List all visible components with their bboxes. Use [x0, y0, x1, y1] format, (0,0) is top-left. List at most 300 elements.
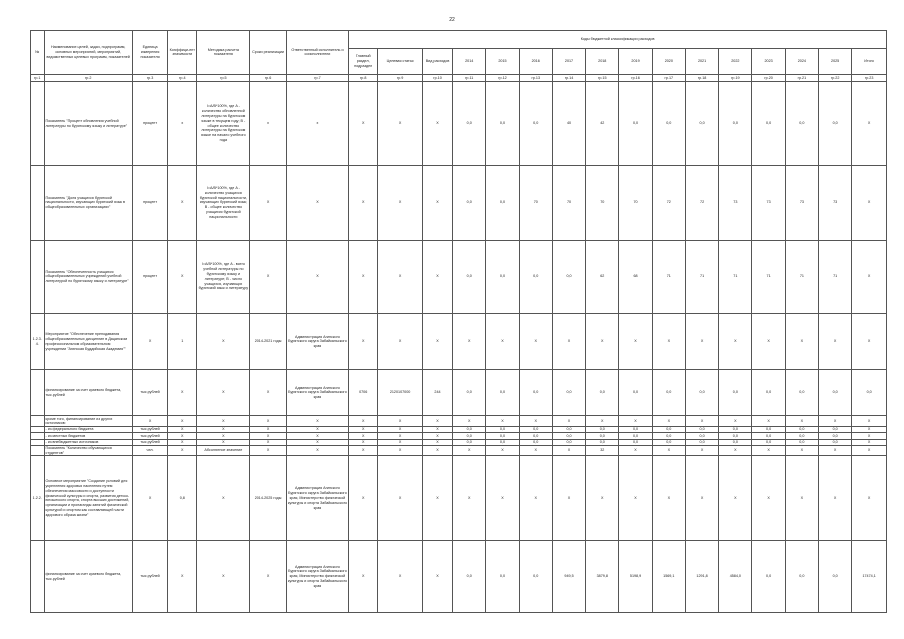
column-number: гр.14 — [552, 74, 585, 81]
table-cell: Х — [132, 416, 167, 427]
table-cell: Х — [378, 456, 423, 541]
table-cell: Х — [422, 240, 452, 314]
table-cell — [31, 416, 45, 427]
table-cell: 0,0 — [453, 370, 486, 416]
table-cell: 0,0 — [486, 427, 519, 433]
table-cell: Х — [349, 240, 378, 314]
table-cell: Х — [519, 456, 552, 541]
table-cell — [31, 370, 45, 416]
table-cell: кроме того, финансирование из других источников: — [44, 416, 132, 427]
table-cell: Х — [819, 314, 852, 370]
table-cell: 72 — [685, 165, 718, 240]
table-row — [31, 240, 887, 314]
table-cell: Х — [519, 314, 552, 370]
table-cell: Х — [486, 445, 519, 456]
column-number: гр.12 — [486, 74, 519, 81]
table-cell: 0,0 — [519, 541, 552, 613]
table-cell: Х — [752, 314, 785, 370]
table-cell: 0,0 — [519, 240, 552, 314]
column-number: гр.10 — [422, 74, 452, 81]
table-cell: 0,0 — [586, 370, 619, 416]
header-year: 2015 — [486, 49, 519, 75]
table-cell: тыс.рублей — [132, 433, 167, 439]
table-cell: 71 — [819, 240, 852, 314]
table-cell: 71 — [719, 240, 752, 314]
table-cell: 68 — [619, 240, 652, 314]
table-cell: Х — [852, 433, 887, 439]
table-cell: 3879,8 — [586, 541, 619, 613]
header-section: Главный раздел, подраздел — [349, 49, 378, 75]
table-cell — [31, 165, 45, 240]
table-cell: Х — [132, 314, 167, 370]
table-cell: Х — [250, 541, 286, 613]
table-cell: 0,0 — [486, 82, 519, 166]
table-cell: 0,0 — [719, 439, 752, 445]
table-cell: 73 — [752, 165, 785, 240]
table-cell: 0,0 — [486, 240, 519, 314]
table-cell: 0,0 — [519, 433, 552, 439]
table-cell: 0,0 — [652, 82, 685, 166]
header-name: Наименование целей, задач, подпрограмм, основных мероприятий, мероприятий, ведомственных целевых программ, показателей — [44, 31, 132, 75]
column-number: гр.8 — [349, 74, 378, 81]
table-cell: Х — [785, 456, 818, 541]
table-cell: чел. — [132, 445, 167, 456]
table-cell: тыс.рублей — [132, 370, 167, 416]
table-cell: Х — [197, 427, 250, 433]
table-cell: Х — [286, 439, 348, 445]
table-cell: 0,0 — [685, 433, 718, 439]
table-cell: Х — [197, 456, 250, 541]
table-cell: Х — [752, 456, 785, 541]
table-cell: Х — [250, 240, 286, 314]
table-cell: Х — [422, 165, 452, 240]
table-cell: Х — [852, 427, 887, 433]
table-cell: 0,0 — [819, 370, 852, 416]
table-cell: 0,0 — [819, 541, 852, 613]
table-cell: 73 — [785, 165, 818, 240]
table-cell: Х — [168, 240, 197, 314]
table-cell: 0,0 — [619, 82, 652, 166]
table-cell: Х — [378, 433, 423, 439]
table-row — [31, 445, 887, 456]
column-number: гр.3 — [132, 74, 167, 81]
table-cell: 0,0 — [785, 439, 818, 445]
table-cell: Х — [619, 416, 652, 427]
table-cell: Х — [752, 445, 785, 456]
table-cell: 949,5 — [552, 541, 585, 613]
table-cell: Х — [349, 439, 378, 445]
table-cell: Х — [378, 82, 423, 166]
table-cell: 0,0 — [519, 427, 552, 433]
table-cell: 2014-2021 годы — [250, 314, 286, 370]
table-cell: 0,0 — [685, 439, 718, 445]
table-cell: 0,0 — [453, 541, 486, 613]
table-cell: 0,0 — [552, 439, 585, 445]
table-cell: Х — [852, 445, 887, 456]
table-cell: Х — [552, 456, 585, 541]
table-cell: Х — [349, 433, 378, 439]
table-cell: I=A/B*100%, где A - количество учащихся бурятской национальности, изучающих бурятский язык; B - общее количество учащихся бурятской национальности — [197, 165, 250, 240]
column-number: гр.19 — [719, 74, 752, 81]
table-cell: Администрация Агинского Бурятского округа Забайкальского края, Министерство физической культуры и спорта Забайкальского края — [286, 456, 348, 541]
table-cell: 70 — [619, 165, 652, 240]
table-cell: Абсолютное значение — [197, 445, 250, 456]
table-cell: финансирование за счет краевого бюджета, тыс.рублей — [44, 370, 132, 416]
header-responsible: Ответственный исполнитель и соисполнители — [286, 31, 348, 75]
table-cell: 0,0 — [619, 370, 652, 416]
table-cell: 0,0 — [819, 427, 852, 433]
table-cell: процент — [132, 165, 167, 240]
table-cell: Х — [785, 416, 818, 427]
header-year: 2020 — [652, 49, 685, 75]
table-cell: Х — [453, 416, 486, 427]
table-cell: Х — [719, 314, 752, 370]
table-cell: 0,0 — [719, 433, 752, 439]
table-cell — [31, 541, 45, 613]
table-cell: Х — [422, 82, 452, 166]
table-cell: Х — [378, 541, 423, 613]
table-cell: Х — [197, 370, 250, 416]
table-cell: Х — [552, 445, 585, 456]
table-cell: Администрация Агинского Бурятского округа Забайкальского края — [286, 370, 348, 416]
table-cell: 1569,1 — [652, 541, 685, 613]
table-cell: Х — [378, 416, 423, 427]
table-cell: Х — [719, 456, 752, 541]
table-cell: 0,0 — [752, 82, 785, 166]
table-cell: 5198,9 — [619, 541, 652, 613]
header-year: 2018 — [586, 49, 619, 75]
table-row — [31, 541, 887, 613]
table-cell: Х — [819, 456, 852, 541]
table-cell: Х — [852, 314, 887, 370]
table-cell: 0,0 — [719, 370, 752, 416]
table-cell: I=A/B*100%, где A - всего учебной литературы по бурятскому языку и литературе; B - число учащихся, изучающих бурятский язык и литературу — [197, 240, 250, 314]
header-year: 2025 — [819, 49, 852, 75]
table-cell: Х — [349, 416, 378, 427]
table-cell: Х — [422, 427, 452, 433]
table-cell: 0,0 — [752, 370, 785, 416]
table-cell: 0,0 — [652, 427, 685, 433]
table-cell: 0,0 — [785, 541, 818, 613]
table-cell: 0,0 — [586, 433, 619, 439]
table-row — [31, 165, 887, 240]
table-cell: Х — [378, 439, 423, 445]
table-row — [31, 456, 887, 541]
table-row — [31, 314, 887, 370]
table-cell: Х — [197, 314, 250, 370]
header-total: Итого — [852, 49, 887, 75]
table-cell: Х — [453, 445, 486, 456]
table-cell: 0,0 — [552, 240, 585, 314]
table-cell: Х — [349, 541, 378, 613]
table-cell: Х — [852, 82, 887, 166]
table-cell: Х — [286, 416, 348, 427]
table-cell: Х — [349, 456, 378, 541]
table-cell: Х — [250, 370, 286, 416]
table-cell: Х — [619, 314, 652, 370]
table-cell: Х — [752, 416, 785, 427]
table-cell: Х — [168, 370, 197, 416]
table-cell: Х — [286, 165, 348, 240]
table-cell — [31, 240, 45, 314]
table-cell: Х — [422, 416, 452, 427]
table-cell: 0,0 — [486, 541, 519, 613]
table-cell: Х — [197, 433, 250, 439]
header-year: 2017 — [552, 49, 585, 75]
table-cell: Х — [349, 445, 378, 456]
table-cell: 71 — [785, 240, 818, 314]
table-cell: 0,0 — [785, 427, 818, 433]
table-cell: 0,0 — [752, 439, 785, 445]
table-cell: Х — [132, 456, 167, 541]
table-cell: Х — [250, 427, 286, 433]
table-cell: Х — [349, 82, 378, 166]
column-number: гр.23 — [852, 74, 887, 81]
table-cell: 0,0 — [685, 82, 718, 166]
table-cell: 0,0 — [752, 427, 785, 433]
table-cell: 0,0 — [785, 82, 818, 166]
table-cell: 0,0 — [719, 82, 752, 166]
column-number: гр.6 — [250, 74, 286, 81]
table-cell: 17474,1 — [852, 541, 887, 613]
table-cell: Х — [378, 445, 423, 456]
column-number: гр.1 — [31, 74, 45, 81]
column-number: гр.2 — [44, 74, 132, 81]
table-cell: Х — [619, 445, 652, 456]
header-period: Сроки реализации — [250, 31, 286, 75]
table-cell: Х — [785, 445, 818, 456]
table-cell: Показатель "Количество обучающихся студентов" — [44, 445, 132, 456]
table-cell: 0,0 — [486, 433, 519, 439]
table-cell: 0,0 — [719, 427, 752, 433]
table-cell: Х — [168, 445, 197, 456]
table-cell: Показатель "Обеспеченность учащихся общеобразовательных учреждений учебной литературой по бурятскому языку и литературе" — [44, 240, 132, 314]
table-cell: 0,0 — [819, 433, 852, 439]
table-cell: 0,0 — [453, 240, 486, 314]
table-cell: Х — [250, 445, 286, 456]
table-cell: 40 — [552, 82, 585, 166]
table-cell: 0,0 — [752, 433, 785, 439]
table-cell: Х — [422, 439, 452, 445]
table-cell: Х — [168, 439, 197, 445]
table-cell: Х — [685, 314, 718, 370]
table-body — [31, 82, 887, 613]
table-cell: Х — [250, 439, 286, 445]
header-year: 2019 — [619, 49, 652, 75]
table-cell: 73 — [719, 165, 752, 240]
table-cell: 0,0 — [652, 433, 685, 439]
table-cell: Х — [378, 165, 423, 240]
table-cell: Х — [552, 416, 585, 427]
header-year: 2022 — [719, 49, 752, 75]
table-cell: 0,0 — [552, 433, 585, 439]
table-cell: Х — [378, 427, 423, 433]
table-cell: 1291,8 — [685, 541, 718, 613]
table-cell: 0,0 — [819, 439, 852, 445]
table-cell: 0,0 — [785, 433, 818, 439]
table-cell: Х — [422, 314, 452, 370]
table-cell: Показатель "Процент обновления учебной литературы по бурятскому языку и литературе" — [44, 82, 132, 166]
table-cell: - из внебюджетных источников — [44, 439, 132, 445]
table-cell: х — [250, 82, 286, 166]
table-cell: 0,0 — [486, 439, 519, 445]
table-cell: Х — [250, 165, 286, 240]
table-cell: Х — [378, 314, 423, 370]
table-cell: Показатель "Доля учащихся бурятской национальности, изучающих бурятский язык в общеобразовательных организациях" — [44, 165, 132, 240]
table-cell: Х — [422, 445, 452, 456]
table-cell: х — [168, 82, 197, 166]
table-cell: Х — [486, 456, 519, 541]
column-number: гр.4 — [168, 74, 197, 81]
table-cell: 72 — [652, 165, 685, 240]
column-number: гр.17 — [652, 74, 685, 81]
table-cell: 0,0 — [852, 370, 887, 416]
table-cell: 32 — [586, 445, 619, 456]
table-cell: Х — [422, 456, 452, 541]
table-cell: 0,0 — [552, 427, 585, 433]
table-cell: 0,0 — [619, 433, 652, 439]
header-year: 2014 — [453, 49, 486, 75]
column-number: гр.13 — [519, 74, 552, 81]
table-cell: Х — [586, 416, 619, 427]
table-cell: Х — [719, 445, 752, 456]
table-cell: Х — [852, 456, 887, 541]
table-cell: 0,0 — [519, 82, 552, 166]
table-row — [31, 416, 887, 427]
table-cell: Х — [852, 439, 887, 445]
table-cell: Х — [652, 416, 685, 427]
table-cell: Х — [349, 165, 378, 240]
table-cell: Х — [168, 416, 197, 427]
table-cell: Х — [652, 445, 685, 456]
column-number: гр.16 — [619, 74, 652, 81]
table-cell: 0,0 — [586, 439, 619, 445]
column-number: гр.5 — [197, 74, 250, 81]
header-exptype: Вид расходов — [422, 49, 452, 75]
header-year: 2024 — [785, 49, 818, 75]
table-cell: 73 — [819, 165, 852, 240]
table-cell: 70 — [552, 165, 585, 240]
table-cell: 0,0 — [819, 82, 852, 166]
table-cell: Х — [286, 427, 348, 433]
header-coef: Коэффици-ент значимости — [168, 31, 197, 75]
table-cell: 2014-2025 годы — [250, 456, 286, 541]
table-cell: Х — [852, 240, 887, 314]
table-cell: Х — [685, 445, 718, 456]
table-cell: Х — [852, 165, 887, 240]
table-cell: - из местных бюджетов — [44, 433, 132, 439]
table-cell: 0,0 — [453, 439, 486, 445]
table-cell: Мероприятие "Обеспечение преподавания общеобразовательных дисциплин в Дацанском профессиональном образовательном учреждении "Агинская Буддийская Академия"" — [44, 314, 132, 370]
header-row-1 — [31, 31, 887, 49]
table-cell: Х — [619, 456, 652, 541]
header-year: 2023 — [752, 49, 785, 75]
column-number: гр.7 — [286, 74, 348, 81]
table-cell: Х — [453, 456, 486, 541]
table-cell: 0,0 — [652, 370, 685, 416]
table-cell: Х — [519, 416, 552, 427]
table-cell: Х — [685, 456, 718, 541]
header-budget-codes: Коды бюджетной классификации расходов — [349, 31, 887, 49]
table-cell: Х — [250, 416, 286, 427]
table-cell: 0,0 — [453, 427, 486, 433]
table-cell: 0,0 — [486, 370, 519, 416]
table-cell: Х — [197, 541, 250, 613]
table-cell — [31, 445, 45, 456]
table-cell — [31, 82, 45, 166]
table-cell: 0,0 — [685, 427, 718, 433]
header-no: № — [31, 31, 45, 75]
table-cell: I=A/B*100%, где A - количество обновленной литературы на бурятском языке в текущем году; B - общее количество литературы на бурятском языке на начало учебного года — [197, 82, 250, 166]
header-target: Целевая статья — [378, 49, 423, 75]
table-cell: Х — [286, 240, 348, 314]
table-cell: 0,0 — [652, 439, 685, 445]
table-cell: Х — [819, 416, 852, 427]
table-cell: тыс.рублей — [132, 439, 167, 445]
table-cell: 70 — [586, 165, 619, 240]
table-cell: Х — [486, 314, 519, 370]
table-cell: 1 — [168, 314, 197, 370]
table-cell: Х — [286, 433, 348, 439]
table-cell: Х — [652, 314, 685, 370]
table-cell: 0,0 — [519, 370, 552, 416]
table-cell: 0,8 — [168, 456, 197, 541]
table-cell: Х — [719, 416, 752, 427]
table-cell: Администрация Агинского Бурятского округа Забайкальского края — [286, 314, 348, 370]
table-cell: Х — [168, 165, 197, 240]
table-cell: Х — [586, 314, 619, 370]
column-numbers-row — [31, 74, 887, 81]
column-number: гр.21 — [785, 74, 818, 81]
table-cell: 42 — [586, 82, 619, 166]
table-cell: 0,0 — [453, 82, 486, 166]
table-cell: Х — [519, 445, 552, 456]
table-cell: Х — [197, 439, 250, 445]
table-cell: тыс.рублей — [132, 427, 167, 433]
table-cell: Х — [586, 456, 619, 541]
table-cell: 1.2.2. — [31, 456, 45, 541]
table-cell: 0,0 — [453, 433, 486, 439]
table-cell: 71 — [752, 240, 785, 314]
table-cell: 4584,0 — [719, 541, 752, 613]
table-cell: Основное мероприятие "Создание условий для укрепления здоровья населения путем обеспечения массовости и доступности физической культуры и спорта, развития детско-юношеского спорта, спорта высших достижений, организации и пропаганды занятий физической культурой и спортом как составляющей части здорового образа жизни" — [44, 456, 132, 541]
table-cell: 62 — [586, 240, 619, 314]
table-cell: Х — [168, 541, 197, 613]
table-cell: 0,0 — [519, 439, 552, 445]
column-number: гр.18 — [685, 74, 718, 81]
table-cell: Х — [422, 541, 452, 613]
table-cell: 0706 — [349, 370, 378, 416]
table-cell: - из федерального бюджета — [44, 427, 132, 433]
table-cell: Х — [168, 433, 197, 439]
table-cell: 244 — [422, 370, 452, 416]
table-cell: 0,0 — [586, 427, 619, 433]
table-cell: финансирование за счет краевого бюджета, тыс.рублей — [44, 541, 132, 613]
table-row — [31, 370, 887, 416]
program-table — [30, 30, 887, 613]
table-cell: процент — [132, 240, 167, 314]
table-cell: Х — [286, 445, 348, 456]
table-cell: Х — [552, 314, 585, 370]
table-cell: Х — [250, 433, 286, 439]
table-cell: х — [286, 82, 348, 166]
table-cell: Х — [349, 427, 378, 433]
column-number: гр.11 — [453, 74, 486, 81]
header-unit: Единица измерения показателя — [132, 31, 167, 75]
table-cell: 0,0 — [486, 165, 519, 240]
table-cell: 0,0 — [619, 439, 652, 445]
column-number: гр.22 — [819, 74, 852, 81]
